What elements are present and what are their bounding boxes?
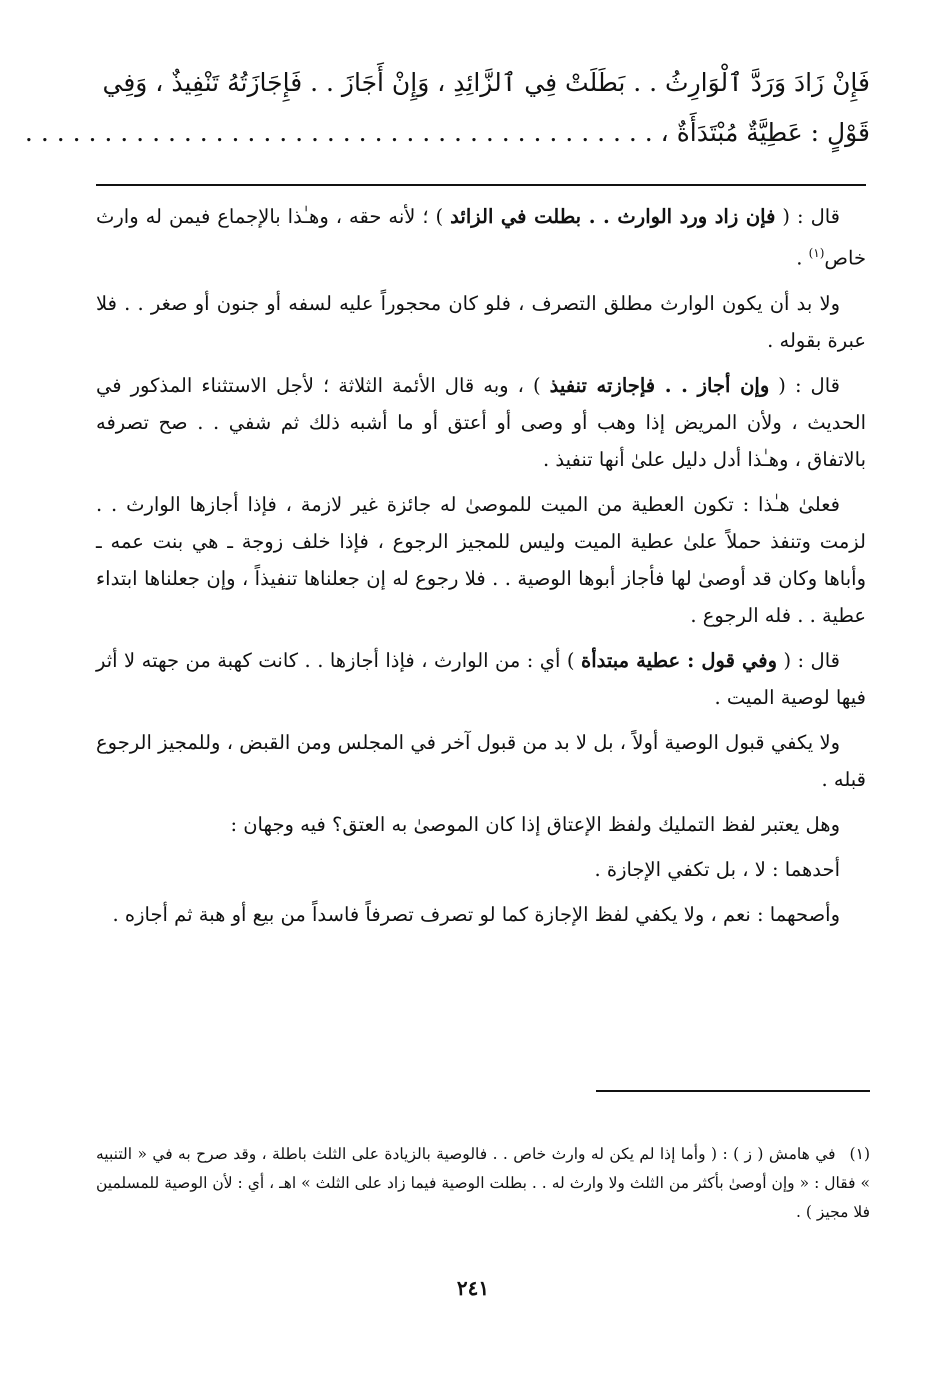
paragraph-5-lead: قال : (: [777, 648, 840, 672]
paragraph-9: وأصحهما : نعم ، ولا يكفي لفظ الإجازة كما لو تصرف تصرفاً فاسداً من بيع أو هبة ثم أجازه .: [112, 902, 840, 926]
matn-line-2-text: قَوْلٍ : عَطِيَّةٌ مُبْتَدَأَةٌ ،: [660, 118, 870, 147]
paragraph-3-lead: قال : (: [769, 373, 840, 397]
matn-text: [24, 58, 870, 158]
footnote: [96, 1140, 870, 1227]
footnote-text: في هامش ( ز ) : ( وأما إذا لم يكن له وارث خاص . . فالوصية بالزيادة على الثلث باطلة ، وقد صرح به في « التنبيه » فقال : « وإن أوصىٰ بأكثر من الثلث ولا وارث له . . بطلت الوصية فيما زاد على الثلث » اهـ ، أي : لأن الوصية للمسلمين فلا مجيز ) .: [96, 1145, 870, 1221]
paragraph-1-end: .: [796, 246, 809, 270]
footnote-reference[interactable]: (١): [808, 246, 825, 260]
commentary-text: [96, 198, 866, 941]
paragraph-8: أحدهما : لا ، بل تكفي الإجازة .: [594, 857, 840, 881]
footnote-separator-rule: [596, 1090, 870, 1092]
paragraph-1-body: ) ؛ لأنه حقه ، وهـٰذا بالإجماع فيمن له وارث خاص: [96, 205, 866, 270]
paragraph-1: [96, 198, 866, 277]
page-number: ٢٤١: [456, 1276, 490, 1300]
paragraph-3-body: ) ، وبه قال الأئمة الثلاثة ؛ لأجل الاستثناء المذكور في الحديث ، ولأن المريض إذا وهب أو وصى أو أعتق أو ما أشبه ذلك ثم شفي . . صح تصرفه بالاتفاق ، وهـٰذا أدل دليل علىٰ أنها تنفيذ .: [96, 373, 866, 471]
paragraph-1-quote: فإن زاد ورد الوارث . . بطلت في الزائد: [450, 205, 776, 228]
matn-line-2: [24, 108, 870, 158]
paragraph-5: [96, 642, 866, 716]
paragraph-5-body: ) أي : من الوارث ، فإذا أجازها . . كانت كهبة من جهته لا أثر فيها لوصية الميت .: [96, 648, 866, 709]
paragraph-3-quote: وإن أجاز . . فإجازته تنفيذ: [549, 373, 770, 397]
paragraph-7: وهل يعتبر لفظ التمليك ولفظ الإعتاق إذا كان الموصىٰ به العتق؟ فيه وجهان :: [230, 812, 840, 836]
matn-separator-rule: [96, 184, 866, 186]
paragraph-3: [96, 367, 866, 478]
paragraph-1-lead: قال : (: [775, 205, 840, 228]
matn-line-1: فَإِنْ زَادَ وَرَدَّ ٱلْوَارِثُ . . بَطَلَتْ فِي ٱلزَّائِدِ ، وَإِنْ أَجَازَ . . فَإِجَازَتُهُ تَنْفِيذٌ ، وَفِي: [102, 68, 870, 97]
paragraph-4: فعلىٰ هـٰذا : تكون العطية من الميت للموصىٰ له جائزة غير لازمة ، فإذا أجازها الوارث . . لزمت وتنفذ حملاً علىٰ عطية الميت وليس للمجيز الرجوع ، فإذا خلف زوجة ـ هي بنت عمه ـ وأباها وكان قد أوصىٰ لها فأجاز أبوها الوصية . . فلا رجوع له إن جعلناها تنفيذاً ، وإن جعلناها ابتداء عطية . . فله الرجوع .: [96, 492, 866, 627]
paragraph-2: ولا بد أن يكون الوارث مطلق التصرف ، فلو كان محجوراً عليه لسفه أو جنون أو صغر . . فلا عبرة بقوله .: [96, 291, 866, 352]
matn-dots: . . . . . . . . . . . . . . . . . . . . . . . . . . . . . . . . . . . . . . . .: [24, 118, 653, 147]
paragraph-5-quote: وفي قول : عطية مبتدأة: [581, 648, 777, 672]
footnote-number: (١): [849, 1145, 870, 1163]
paragraph-6: ولا يكفي قبول الوصية أولاً ، بل لا بد من قبول آخر في المجلس ومن القبض ، وللمجيز الرجوع قبله .: [96, 730, 866, 791]
